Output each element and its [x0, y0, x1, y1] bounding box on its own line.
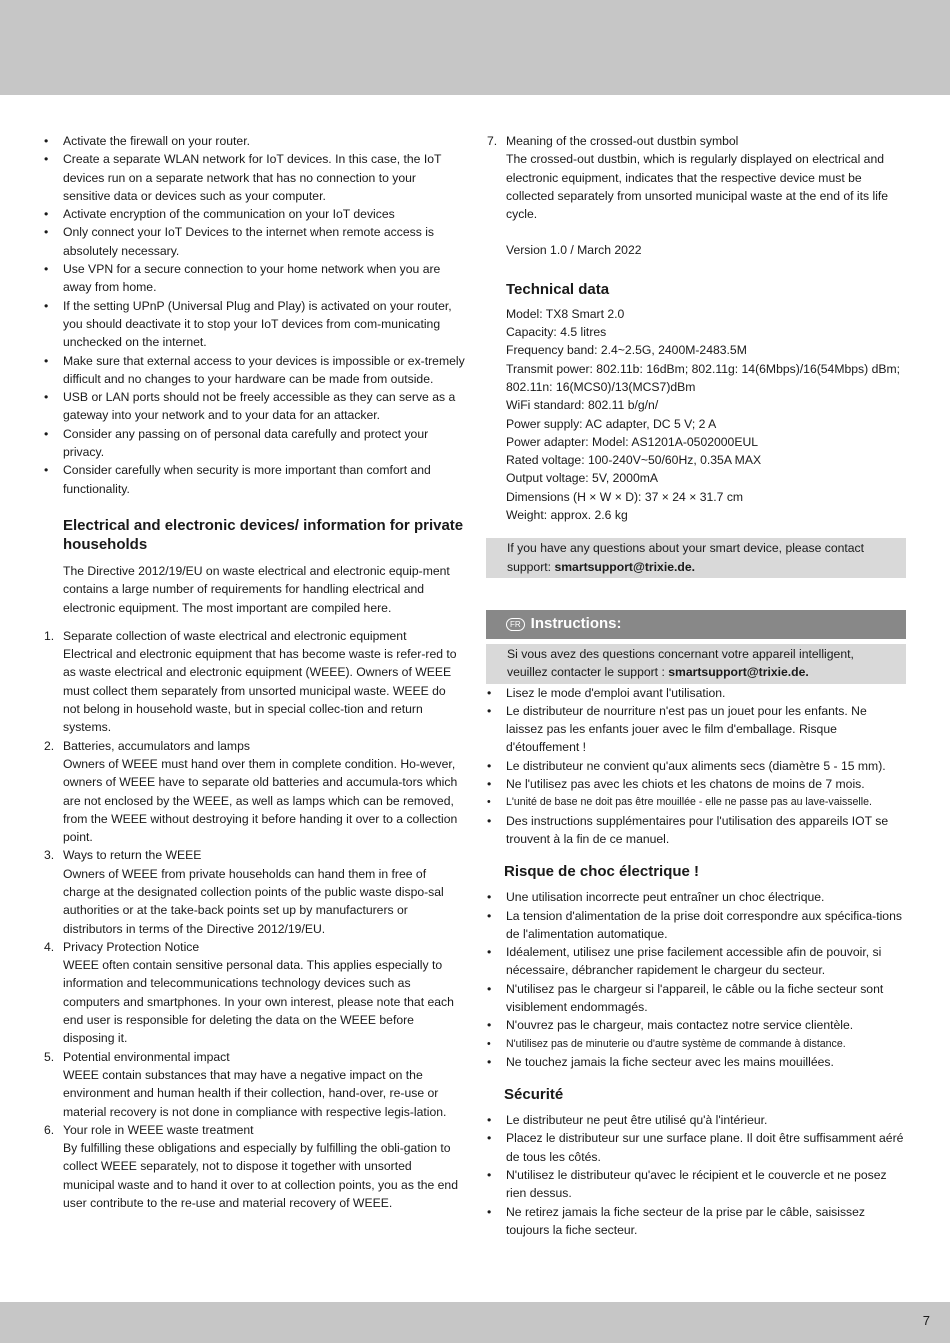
list-item: • Make sure that external access to your devices is impossible or ex-tremely difficult and no changes to your hardware can be made from outside. [40, 352, 465, 389]
version-text: Version 1.0 / March 2022 [506, 243, 642, 258]
item-number: 4. [44, 939, 55, 954]
support-box-fr [486, 644, 906, 684]
list-item: • Use VPN for a secure connection to your home network when you are away from home. [40, 260, 465, 297]
list-item: • Ne retirez jamais la fiche secteur de la prise par le câble, saisissez toujours la fiche secteur. [483, 1203, 906, 1240]
weee-heading: Electrical and electronic devices/ information for private households [63, 516, 464, 553]
list-item: • Ne l'utilisez pas avec les chiots et les chatons de moins de 7 mois. [483, 775, 906, 793]
technical-data-heading: Technical data [506, 280, 610, 298]
list-item: • L'unité de base ne doit pas être mouillée - elle ne passe pas au lave-vaisselle. [483, 793, 906, 811]
safety-list [483, 1111, 906, 1239]
list-item [483, 132, 906, 223]
list-item: • Idéalement, utilisez une prise facilement accessible afin de pouvoir, si nécessaire, débrancher rapidement le chargeur du secteur. [483, 943, 906, 980]
list-item: • N'utilisez pas de minuterie ou d'autre système de commande à distance. [483, 1035, 906, 1053]
page-number: 7 [922, 1313, 930, 1328]
list-item: • Lisez le mode d'emploi avant l'utilisation. [483, 684, 906, 702]
header-band [0, 0, 950, 95]
list-item: • USB or LAN ports should not be freely accessible as they can serve as a gateway into your network and to your data for an attacker. [40, 388, 465, 425]
support-text: If you have any questions about your smart device, please contact support: [507, 541, 865, 574]
item-number: 1. [44, 628, 55, 643]
support-email: smartsupport@trixie.de. [668, 665, 809, 680]
list-item [40, 737, 465, 847]
list-item [40, 1048, 465, 1121]
list-item: • Des instructions supplémentaires pour l'utilisation des appareils IOT se trouvent à la fin de ce manuel. [483, 812, 906, 849]
list-item: • Le distributeur de nourriture n'est pas un jouet pour les enfants. Ne laissez pas les enfants jouer avec le film d'emballage. Risque d'étouffement ! [483, 702, 906, 757]
list-item: • Le distributeur ne convient qu'aux aliments secs (diamètre 5 - 15 mm). [483, 757, 906, 775]
list-item: • Ne touchez jamais la fiche secteur avec les mains mouillées. [483, 1053, 906, 1071]
item-title: Ways to return the WEEE [63, 848, 202, 863]
list-item: • If the setting UPnP (Universal Plug and Play) is activated on your router, you should deactivate it to stop your IoT devices from com-municating unchecked on the internet. [40, 297, 465, 352]
iot-security-list [40, 132, 465, 498]
safety-heading: Sécurité [504, 1086, 564, 1104]
tech-line: Frequency band: 2.4~2.5G, 2400M-2483.5M [506, 343, 747, 358]
tech-line: Model: TX8 Smart 2.0 [506, 306, 625, 321]
tech-line: Transmit power: 802.11b: 16dBm; 802.11g: 14(6Mbps)/16(54Mbps) dBm; 802.11n: 16(MCS0)/13(MCS7)dBm [506, 361, 901, 394]
electric-shock-list [483, 888, 906, 1071]
fr-instructions-header [486, 610, 906, 639]
tech-line: WiFi standard: 802.11 b/g/n/ [506, 398, 659, 413]
item-number: 6. [44, 1122, 55, 1137]
fr-instructions-title: Instructions: [530, 615, 622, 633]
list-item: • La tension d'alimentation de la prise doit correspondre aux spécifica-tions de l'alimentation automatique. [483, 907, 906, 944]
item-body: The crossed-out dustbin, which is regularly displayed on electrical and electronic equipment, indicates that the respective device must be collected separately from unsorted municipal waste at the end of its life cycle. [506, 152, 889, 222]
tech-line: Weight: approx. 2.6 kg [506, 508, 628, 523]
item-number: 5. [44, 1049, 55, 1064]
tech-line: Power adapter: Model: AS1201A-0502000EUL [506, 434, 759, 449]
item-title: Your role in WEEE waste treatment [63, 1122, 254, 1137]
weee-list-continued [483, 132, 906, 223]
item-body: By fulfilling these obligations and especially by fulfilling the obli-gation to collect WEEE separately, not to dispose it together with unsorted municipal waste and to hand it over to at collection points, you as the end user contribute to the re-use and material recovery of WEEE. [63, 1141, 458, 1211]
list-item: • N'utilisez le distributeur qu'avec le récipient et le couvercle et ne posez rien dessus. [483, 1166, 906, 1203]
left-column [40, 132, 465, 1212]
weee-intro: The Directive 2012/19/EU on waste electrical and electronic equip-ment contains a large number of requirements for handling electrical and electronic equipment. The most important are compiled here. [63, 563, 450, 615]
item-body: WEEE contain substances that may have a negative impact on the environment and human health if their collection, hand-over, re-use or material recovery is not done in compliance with respective legis-lation. [63, 1067, 447, 1119]
tech-line: Output voltage: 5V, 2000mA [506, 471, 658, 486]
right-column [483, 132, 906, 1239]
list-item: • Create a separate WLAN network for IoT devices. In this case, the IoT devices run on a separate network that has no connection to your sensitive data or devices such as your computer. [40, 150, 465, 205]
item-body: Electrical and electronic equipment that has become waste is refer-red to as waste electrical and electronic equipment (WEEE). Owners of WEEE must collect them separately from unsorted municipal waste. WEEE do not belong in household waste, but in special collec-tion and return systems. [63, 647, 457, 735]
weee-list [40, 627, 465, 1213]
fr-general-list [483, 684, 906, 849]
item-title: Meaning of the crossed-out dustbin symbol [506, 134, 739, 148]
tech-line: Rated voltage: 100-240V~50/60Hz, 0.35A MAX [506, 453, 762, 468]
item-body: Owners of WEEE from private households can hand them in free of charge at the designated collection points of the public waste dispo-sal authorities or at the take-back points set up by manufacturers or distributors in terms of the Directive 2012/19/EU. [63, 866, 444, 936]
item-body: Owners of WEEE must hand over them in complete condition. Ho-wever, owners of WEEE have to separate old batteries and accumula-tors which are not enclosed by the WEEE, as well as lamps which can be removed, from the WEEE without destroying it before handing it over to a collection point. [63, 756, 458, 845]
tech-line: Dimensions (H × W × D): 37 × 24 × 31.7 cm [506, 489, 744, 504]
fr-language-badge: FR [506, 618, 525, 631]
list-item: • Only connect your IoT Devices to the internet when remote access is absolutely necessary. [40, 223, 465, 260]
list-item [40, 938, 465, 1048]
support-email: smartsupport@trixie.de. [554, 559, 695, 574]
list-item: • Consider any passing on of personal data carefully and protect your privacy. [40, 425, 465, 462]
footer-band [0, 1302, 950, 1343]
item-title: Separate collection of waste electrical and electronic equipment [63, 628, 407, 643]
item-number: 7. [487, 134, 498, 148]
list-item: • Le distributeur ne peut être utilisé qu'à l'intérieur. [483, 1111, 906, 1129]
list-item [40, 846, 465, 937]
tech-line: Capacity: 4.5 litres [506, 325, 607, 340]
list-item: • Une utilisation incorrecte peut entraîner un choc électrique. [483, 888, 906, 906]
item-number: 3. [44, 848, 55, 863]
technical-data-list [483, 305, 906, 525]
list-item: • Consider carefully when security is more important than comfort and functionality. [40, 461, 465, 498]
item-title: Batteries, accumulators and lamps [63, 738, 250, 753]
list-item: • Activate encryption of the communication on your IoT devices [40, 205, 465, 223]
electric-shock-heading: Risque de choc électrique ! [504, 863, 700, 881]
item-number: 2. [44, 738, 55, 753]
list-item: • Activate the firewall on your router. [40, 132, 465, 150]
list-item: • N'utilisez pas le chargeur si l'appareil, le câble ou la fiche secteur sont visiblement endommagés. [483, 980, 906, 1017]
list-item: • N'ouvrez pas le chargeur, mais contactez notre service clientèle. [483, 1016, 906, 1034]
item-body: WEEE often contain sensitive personal data. This applies especially to information and telecommunications technology devices such as computers and smartphones. In your own interest, please note that each end user is responsible for deleting the data on the WEEE before disposing it. [63, 958, 454, 1046]
list-item [40, 627, 465, 737]
item-title: Potential environmental impact [63, 1049, 230, 1064]
list-item [40, 1121, 465, 1212]
support-box-en [486, 538, 906, 578]
support-text: Si vous avez des questions concernant votre appareil intelligent, veuillez contacter le support : [507, 646, 854, 680]
list-item: • Placez le distributeur sur une surface plane. Il doit être suffisamment aéré de tous les côtés. [483, 1129, 906, 1166]
item-title: Privacy Protection Notice [63, 939, 200, 954]
tech-line: Power supply: AC adapter, DC 5 V; 2 A [506, 416, 717, 431]
